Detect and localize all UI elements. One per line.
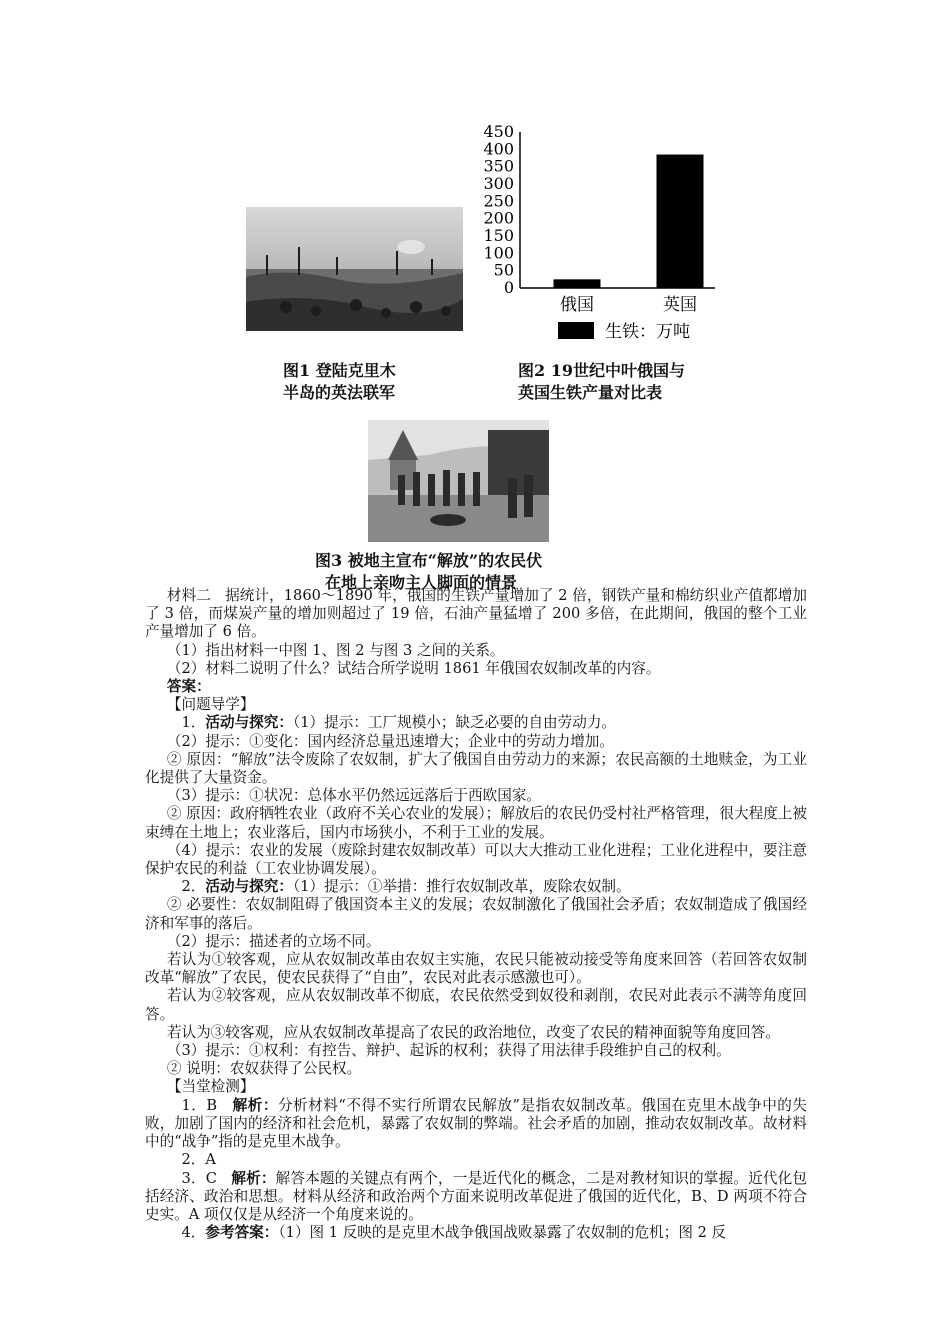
check-4-text: （1）图 1 反映的是克里木战争俄国战败暴露了农奴制的危机；图 2 反	[278, 1224, 727, 1242]
y-tick-label: 400	[483, 139, 514, 159]
check-3-label: 解析：	[231, 1169, 276, 1187]
y-tick-label: 150	[483, 226, 514, 245]
answer-2-text: （1）提示：①举措：推行农奴制改革，废除农奴制。	[292, 878, 631, 896]
figure2-caption	[518, 360, 685, 404]
y-tick-label: 450	[483, 122, 514, 141]
check-1	[145, 1097, 807, 1152]
question-1: （1）指出材料一中图 1、图 2 与图 3 之间的关系。	[166, 641, 505, 659]
figure1-caption-line1: 图1 登陆克里木	[283, 361, 396, 380]
answer-2	[145, 878, 807, 896]
answer-1-number: 1．	[181, 714, 206, 732]
bar-1	[554, 279, 601, 288]
check-1-text: 分析材料“不得不实行所谓农民解放”是指农奴制改革。俄国在克里木战争中的失败，加剧了国内的经济和社会危机，暴露了农奴制的弊端。社会矛盾的加剧，推动农奴制改革。故材料中的“战争”指的是克里木战争。	[145, 1096, 807, 1151]
check-4-number: 4．	[181, 1224, 206, 1242]
y-tick-label: 100	[483, 243, 514, 263]
answer-1-part4: （3）提示：①状况：总体水平仍然远远落后于西欧国家。	[166, 787, 542, 805]
check-2: 2．A	[181, 1151, 216, 1169]
figure2-caption-line2: 英国生铁产量对比表	[518, 383, 663, 402]
check-3-text: 解答本题的关键点有两个，一是近代化的概念，二是对教材知识的掌握。近代化包括经济、政治和思想。材料从经济和政治两个方面来说明改革促进了俄国的近代化，B、D 两项不符合史实。A 项仅仅是从经济一个角度来说的。	[145, 1169, 807, 1223]
material-two	[145, 587, 807, 642]
check-3-answer: 3．C	[181, 1169, 217, 1187]
answer-1-part6: （4）提示：农业的发展（废除封建农奴制改革）可以大大推动工业化进程；工业化进程中，要注意保护农民的利益（工农业协调发展）。	[145, 841, 807, 878]
answer-1-text: （1）提示：工厂规模小；缺乏必要的自由劳动力。	[292, 714, 617, 732]
figure2-caption-line1: 图2 19世纪中叶俄国与	[518, 361, 685, 380]
answer-1-part3: ② 原因：“解放”法令废除了农奴制，扩大了俄国自由劳动力的来源；农民高额的土地赎金，为工业化提供了大量资金。	[145, 750, 807, 787]
check-1-label: 解析：	[232, 1096, 278, 1114]
y-tick-label: 50	[493, 260, 514, 280]
material-two-label: 材料二	[166, 587, 211, 604]
figure3-caption-line1: 图3 被地主宣布“解放”的农民伏	[315, 551, 543, 570]
iron-output-chart	[470, 118, 720, 348]
figure1-caption	[283, 360, 396, 404]
y-tick-label: 350	[483, 156, 514, 176]
check-3	[145, 1170, 807, 1225]
answer-text	[145, 587, 807, 1242]
bar-2	[657, 155, 704, 288]
y-tick-label: 200	[483, 208, 514, 228]
answer-2-label: 活动与探究：	[205, 878, 293, 896]
check-1-answer: 1．B	[181, 1096, 218, 1114]
answer-1	[145, 714, 807, 732]
x-tick-label: 俄国	[560, 295, 594, 315]
question-2: （2）材料二说明了什么？试结合所学说明 1861 年俄国农奴制改革的内容。	[166, 659, 661, 677]
answer-2-part4: 若认为①较客观，应从农奴制改革由农奴主实施，农民只能被动接受等角度来回答（若回答农奴制改革“解放”了农民，使农民获得了“自由”，农民对此表示感激也可）。	[145, 951, 807, 987]
answer-2-part3: （2）提示：描述者的立场不同。	[166, 932, 381, 950]
answer-2-part7: （3）提示：①权利：有控告、辩护、起诉的权利；获得了用法律手段维护自己的权利。	[166, 1042, 731, 1060]
y-tick-label: 300	[483, 174, 514, 193]
answer-2-part2: ② 必要性：农奴制阻碍了俄国资本主义的发展；农奴制激化了俄国社会矛盾；农奴制造成了俄国经济和军事的落后。	[145, 896, 807, 932]
check-4-label: 参考答案：	[205, 1224, 279, 1242]
section-heading-check: 【当堂检测】	[166, 1078, 255, 1096]
y-tick-label: 0	[503, 278, 514, 297]
answer-label: 答案：	[166, 678, 211, 696]
figure1-caption-line2: 半岛的英法联军	[283, 383, 396, 402]
answer-1-label: 活动与探究：	[205, 714, 293, 732]
answer-2-number: 2．	[181, 878, 206, 896]
x-tick-label: 英国	[663, 295, 697, 315]
answer-2-part8: ② 说明：农奴获得了公民权。	[166, 1060, 362, 1078]
answer-2-part5: 若认为②较客观，应从农奴制改革不彻底，农民依然受到奴役和剥削，农民对此表示不满等角度回答。	[145, 987, 807, 1023]
legend-label: 生铁：万吨	[605, 322, 690, 342]
y-tick-label: 250	[483, 191, 514, 211]
check-4	[145, 1224, 807, 1242]
legend-swatch	[558, 322, 594, 339]
answer-2-part6: 若认为③较客观，应从农奴制改革提高了农民的政治地位，改变了农民的精神面貌等角度回答。	[166, 1023, 780, 1041]
answer-1-part5: ② 原因：政府牺牲农业（政府不关心农业的发展）；解放后的农民仍受村社严格管理，很大程度上被束缚在土地上；农业落后，国内市场狭小，不利于工业的发展。	[145, 805, 807, 841]
material-two-body: 据统计，1860～1890 年，俄国的生铁产量增加了 2 倍，钢铁产量和棉纺织业产值都增加了 3 倍，而煤炭产量的增加则超过了 19 倍，石油产量猛增了 200 多倍，在此期间，俄国的整个工业产量增加了 6 倍。	[145, 587, 807, 641]
figure1-image	[246, 207, 463, 331]
figure3-caption-line2: 在地上亲吻主人脚面的情景	[325, 573, 518, 592]
answer-1-part2: （2）提示：①变化：国内经济总量迅速增大；企业中的劳动力增加。	[166, 732, 614, 750]
figure3-image	[368, 420, 549, 542]
section-heading-guide: 【问题导学】	[166, 696, 255, 714]
